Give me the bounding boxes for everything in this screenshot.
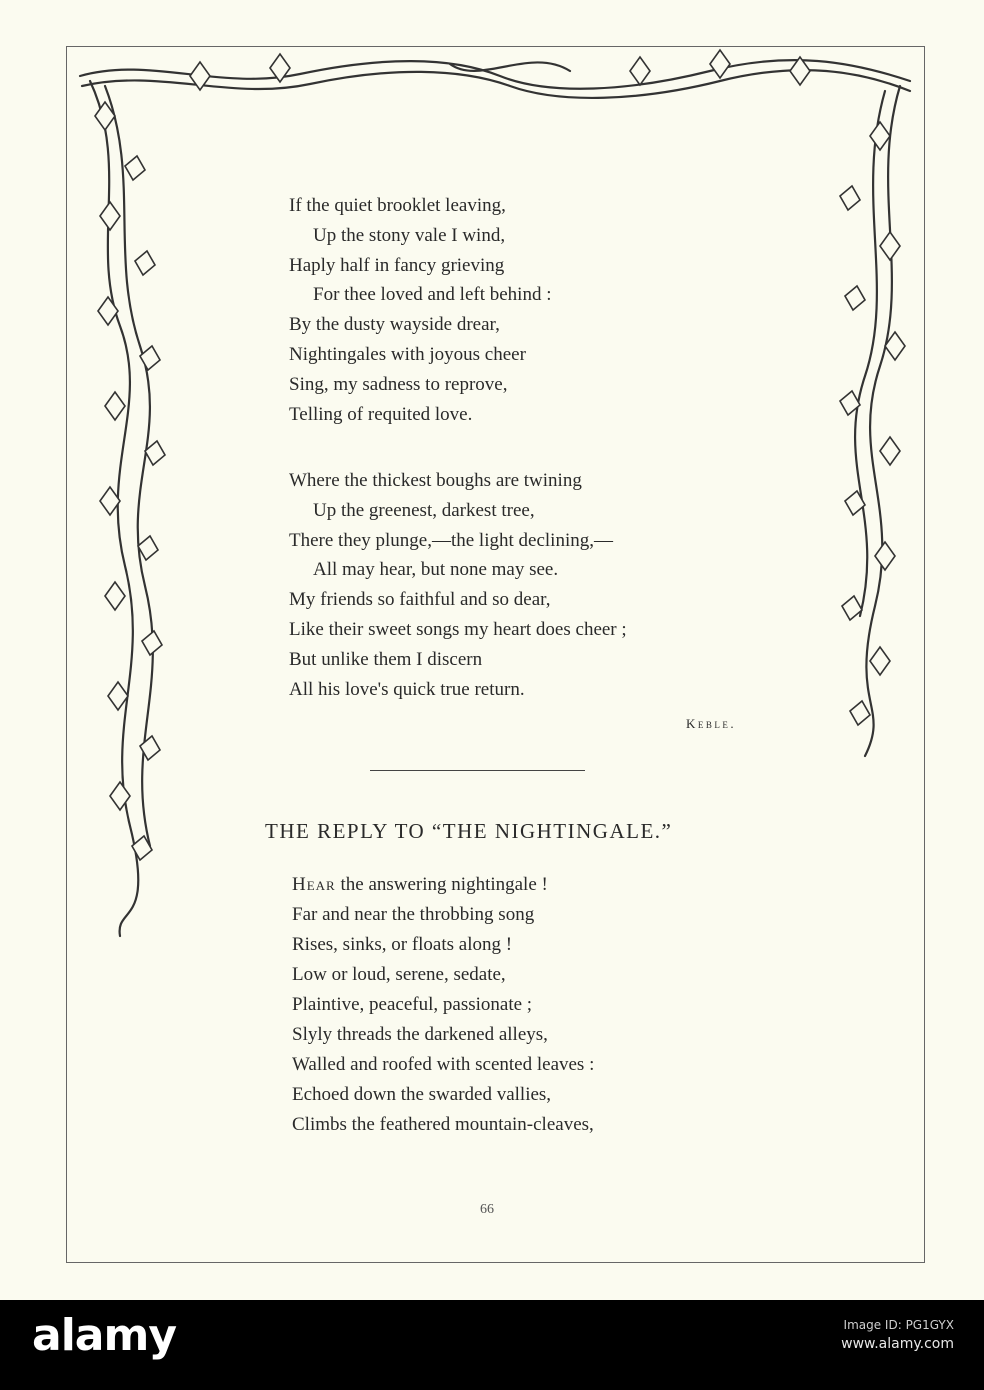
poem-line: Telling of requited love. — [289, 403, 473, 425]
poem-line: Sing, my sadness to reprove, — [289, 373, 508, 395]
drop-word: Hear — [292, 874, 336, 895]
poem-attribution: Keble. — [686, 716, 737, 731]
poem-one-stanza-one — [289, 191, 552, 429]
alamy-logo-text: alamy — [32, 1310, 176, 1361]
poem-line: Walled and roofed with scented leaves : — [292, 1054, 595, 1075]
section-divider — [370, 770, 585, 771]
poem-first-line — [292, 870, 594, 900]
poem-line: Nightingales with joyous cheer — [289, 343, 526, 365]
poem-line: All may hear, but none may see. — [313, 559, 559, 581]
poem-line: Echoed down the swarded vallies, — [292, 1084, 552, 1105]
footer-meta — [841, 1318, 954, 1352]
footer-url: www.alamy.com — [841, 1336, 954, 1352]
poem-line: Far and near the throbbing song — [292, 904, 535, 925]
poem-line: Haply half in fancy grieving — [289, 254, 505, 276]
poem-line: Rises, sinks, or floats along ! — [292, 934, 513, 955]
page-number: 66 — [480, 1202, 494, 1217]
poem-line: For thee loved and left behind : — [313, 284, 552, 306]
poem-line: If the quiet brooklet leaving, — [289, 195, 506, 216]
poem-line: All his love's quick true return. — [289, 678, 525, 700]
poem-line: Climbs the feathered mountain-cleaves, — [292, 1114, 594, 1135]
poem-line: My friends so faithful and so dear, — [289, 589, 551, 611]
poem-line: Like their sweet songs my heart does cheer ; — [289, 618, 627, 640]
poem-line: Up the greenest, darkest tree, — [313, 499, 535, 521]
poem-line: By the dusty wayside drear, — [289, 314, 500, 336]
poem-line: Slyly threads the darkened alleys, — [292, 1024, 548, 1045]
poem-line: But unlike them I discern — [289, 648, 483, 670]
poem-line: Where the thickest boughs are twining — [289, 470, 582, 491]
image-id-label: Image ID: PG1GYX — [843, 1318, 954, 1332]
poem-line: Up the stony vale I wind, — [313, 224, 506, 246]
poem-line: There they plunge,—the light declining,— — [289, 529, 613, 551]
poem-two-stanza — [292, 870, 594, 1140]
poem-two-title: THE REPLY TO “THE NIGHTINGALE.” — [265, 819, 673, 843]
poem-line: Plaintive, peaceful, passionate ; — [292, 994, 533, 1015]
alamy-logo — [32, 1310, 176, 1361]
first-line-rest: the answering nightingale ! — [335, 874, 548, 895]
poem-line: Low or loud, serene, sedate, — [292, 964, 506, 985]
poem-one-stanza-two — [289, 466, 627, 704]
